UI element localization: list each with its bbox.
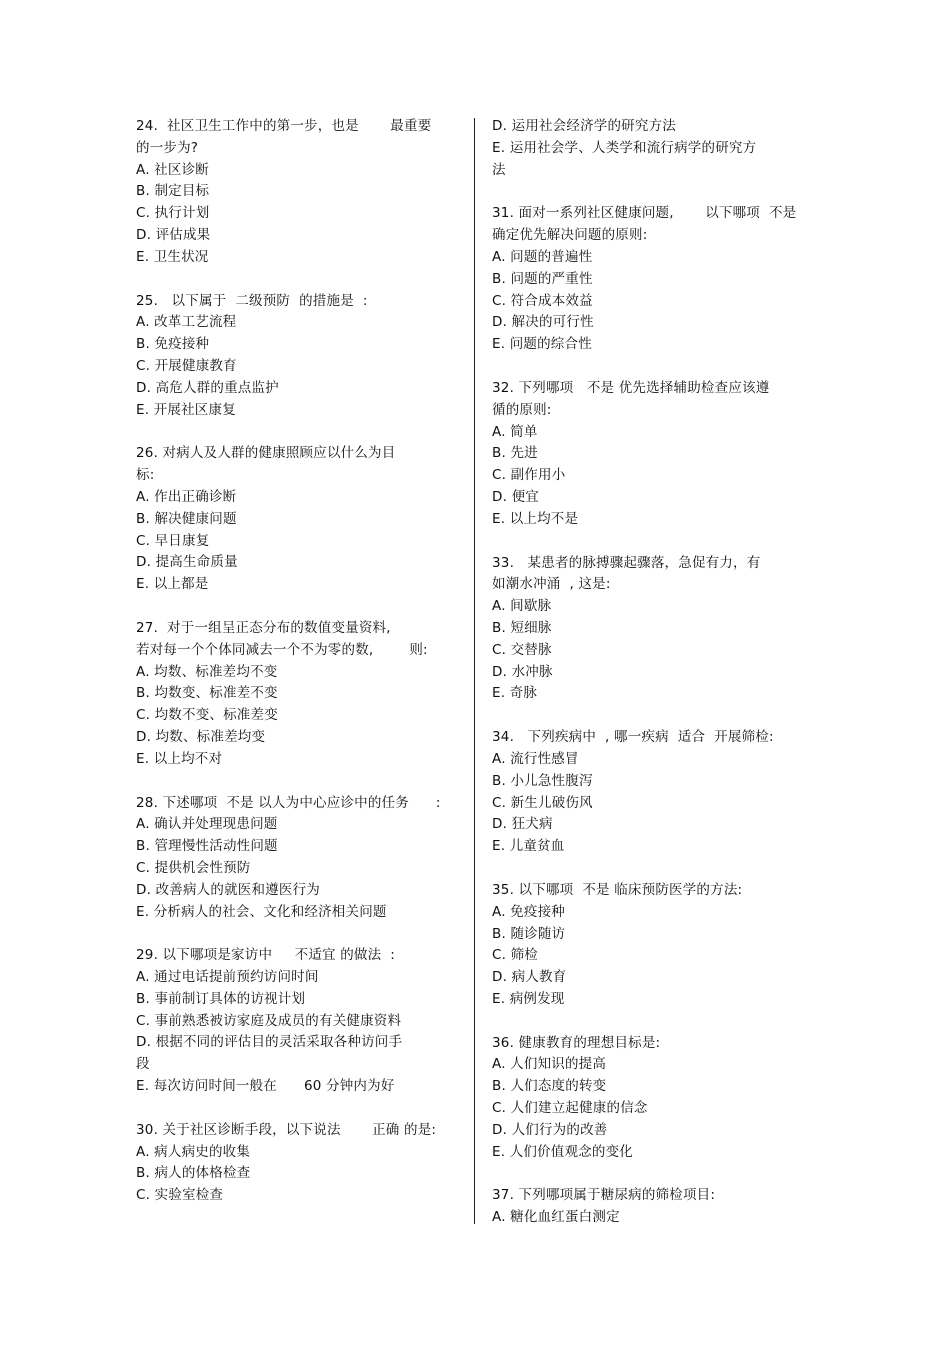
- answer-option: C. 符合成本效益: [492, 292, 593, 309]
- answer-option: D. 病人教育: [492, 969, 567, 986]
- question-block: [136, 793, 454, 924]
- question-block: [136, 116, 454, 269]
- question-stem: 30. 关于社区诊断手段，以下说法 正确 的是:: [136, 1121, 437, 1138]
- answer-option: C. 筛检: [492, 947, 539, 964]
- answer-option: B. 免疫接种: [136, 336, 210, 353]
- question-stem: 32. 下列哪项 不是 优先选择辅助检查应该遵: [492, 379, 770, 396]
- answer-option: C. 新生儿破伤风: [492, 794, 593, 811]
- answer-option: A. 作出正确诊断: [136, 488, 237, 505]
- answer-option: E. 每次访问时间一般在 60 分钟内为好: [136, 1078, 395, 1095]
- answer-option: C. 副作用小: [492, 467, 566, 484]
- answer-option: D. 便宜: [492, 488, 539, 505]
- answer-option: B. 病人的体格检查: [136, 1165, 251, 1182]
- answer-option: D. 根据不同的评估目的灵活采取各种访问手: [136, 1034, 403, 1051]
- answer-option: D. 高危人群的重点监护: [136, 379, 279, 396]
- answer-option: A. 简单: [492, 423, 538, 440]
- answer-option: C. 开展健康教育: [136, 357, 237, 374]
- question-stem: 34. 下列疾病中 , 哪一疾病 适合 开展筛检:: [492, 729, 774, 746]
- answer-option: D. 评估成果: [136, 226, 211, 243]
- question-stem: 24. 社区卫生工作中的第一步，也是 最重要: [136, 118, 432, 134]
- question-stem: 27. 对于一组呈正态分布的数值变量资料,: [136, 619, 391, 636]
- answer-option: D. 解决的可行性: [492, 314, 594, 331]
- question-stem: 36. 健康教育的理想目标是:: [492, 1034, 661, 1051]
- question-block: [136, 291, 454, 422]
- answer-option: 法: [492, 161, 506, 178]
- answer-option: E. 卫生状况: [136, 248, 209, 265]
- question-stem: 35. 以下哪项 不是 临床预防医学的方法:: [492, 881, 743, 898]
- answer-option: C. 早日康复: [136, 532, 210, 549]
- answer-option: B. 问题的严重性: [492, 270, 593, 287]
- question-block: [492, 553, 810, 706]
- answer-option: D. 狂犬病: [492, 816, 553, 833]
- question-block: [492, 727, 810, 858]
- answer-option: D. 水冲脉: [492, 663, 553, 680]
- answer-option: D. 运用社会经济学的研究方法: [492, 118, 676, 134]
- answer-option: B. 事前制订具体的访视计划: [136, 990, 306, 1007]
- answer-option: B. 均数变、标准差不变: [136, 685, 278, 702]
- answer-option: A. 人们知识的提高: [492, 1056, 607, 1073]
- question-block: [492, 1033, 810, 1164]
- answer-option: A. 糖化血红蛋白测定: [492, 1209, 620, 1226]
- answer-option: C. 事前熟悉被访家庭及成员的有关健康资料: [136, 1012, 402, 1029]
- question-stem: 29. 以下哪项是家访中 不适宜 的做法 :: [136, 947, 396, 964]
- question-block: [492, 880, 810, 1011]
- answer-option: B. 随诊随访: [492, 925, 566, 942]
- answer-option: B. 先进: [492, 445, 538, 462]
- question-stem: 的一步为?: [136, 139, 199, 156]
- answer-option: E. 运用社会学、人类学和流行病学的研究方: [492, 139, 757, 156]
- answer-option: D. 均数、标准差均变: [136, 728, 266, 745]
- answer-option: E. 以上都是: [136, 576, 209, 593]
- answer-option: C. 实验室检查: [136, 1187, 224, 1204]
- answer-option: E. 儿童贫血: [492, 838, 565, 855]
- question-stem: 如潮水冲涌 , 这是:: [492, 576, 611, 593]
- answer-option: A. 社区诊断: [136, 161, 209, 178]
- answer-option: C. 执行计划: [136, 205, 210, 222]
- answer-option: E. 人们价值观念的变化: [492, 1143, 634, 1160]
- answer-option: E. 分析病人的社会、文化和经济相关问题: [136, 903, 387, 920]
- question-stem: 26. 对病人及人群的健康照顾应以什么为目: [136, 445, 396, 462]
- answer-option: E. 开展社区康复: [136, 401, 236, 418]
- question-stem: 37. 下列哪项属于糖尿病的筛检项目:: [492, 1187, 716, 1204]
- question-stem: 31. 面对一系列社区健康问题, 以下哪项 不是: [492, 205, 797, 222]
- answer-option: A. 改革工艺流程: [136, 314, 237, 331]
- question-block: [492, 203, 810, 356]
- answer-option: D. 提高生命质量: [136, 554, 238, 571]
- answer-option: E. 奇脉: [492, 685, 538, 702]
- answer-option: C. 交替脉: [492, 641, 552, 658]
- question-stem: 33. 某患者的脉搏骤起骤落，急促有力，有: [492, 554, 761, 571]
- answer-option: A. 均数、标准差均不变: [136, 663, 278, 680]
- question-stem: 标:: [136, 467, 155, 484]
- question-block: [136, 618, 454, 771]
- question-stem: 确定优先解决问题的原则:: [492, 227, 648, 244]
- question-block: [492, 116, 810, 181]
- answer-option: A. 通过电话提前预约访问时间: [136, 969, 319, 986]
- question-block: [136, 945, 454, 1098]
- left-column: [136, 116, 454, 1229]
- answer-option: A. 问题的普遍性: [492, 248, 593, 265]
- answer-option: E. 以上均不对: [136, 750, 223, 767]
- answer-option: E. 以上均不是: [492, 510, 579, 527]
- answer-option: B. 短细脉: [492, 619, 552, 636]
- question-block: [492, 378, 810, 531]
- question-block: [492, 1185, 810, 1229]
- right-column: [492, 116, 810, 1251]
- column-divider: [474, 118, 475, 1224]
- answer-option: C. 人们建立起健康的信念: [492, 1100, 648, 1117]
- answer-option: 段: [136, 1056, 150, 1073]
- answer-option: E. 问题的综合性: [492, 336, 592, 353]
- answer-option: B. 解决健康问题: [136, 510, 237, 527]
- answer-option: E. 病例发现: [492, 990, 565, 1007]
- answer-option: B. 人们态度的转变: [492, 1078, 607, 1095]
- answer-option: C. 提供机会性预防: [136, 859, 251, 876]
- answer-option: A. 流行性感冒: [492, 750, 579, 767]
- question-stem: 28. 下述哪项 不是 以人为中心应诊中的任务 :: [136, 794, 441, 811]
- answer-option: D. 人们行为的改善: [492, 1121, 608, 1138]
- answer-option: A. 确认并处理现患问题: [136, 816, 278, 833]
- answer-option: D. 改善病人的就医和遵医行为: [136, 881, 320, 898]
- question-stem: 循的原则:: [492, 401, 552, 418]
- question-block: [136, 443, 454, 596]
- answer-option: B. 小儿急性腹泻: [492, 772, 593, 789]
- answer-option: B. 制定目标: [136, 183, 210, 200]
- question-stem: 若对每一个个体同减去一个不为零的数, 则:: [136, 641, 428, 658]
- question-block: [136, 1120, 454, 1207]
- answer-option: A. 免疫接种: [492, 903, 565, 920]
- answer-option: A. 间歇脉: [492, 598, 552, 615]
- answer-option: B. 管理慢性活动性问题: [136, 838, 278, 855]
- answer-option: C. 均数不变、标准差变: [136, 707, 278, 724]
- question-stem: 25. 以下属于 二级预防 的措施是 :: [136, 292, 368, 309]
- answer-option: A. 病人病史的收集: [136, 1143, 251, 1160]
